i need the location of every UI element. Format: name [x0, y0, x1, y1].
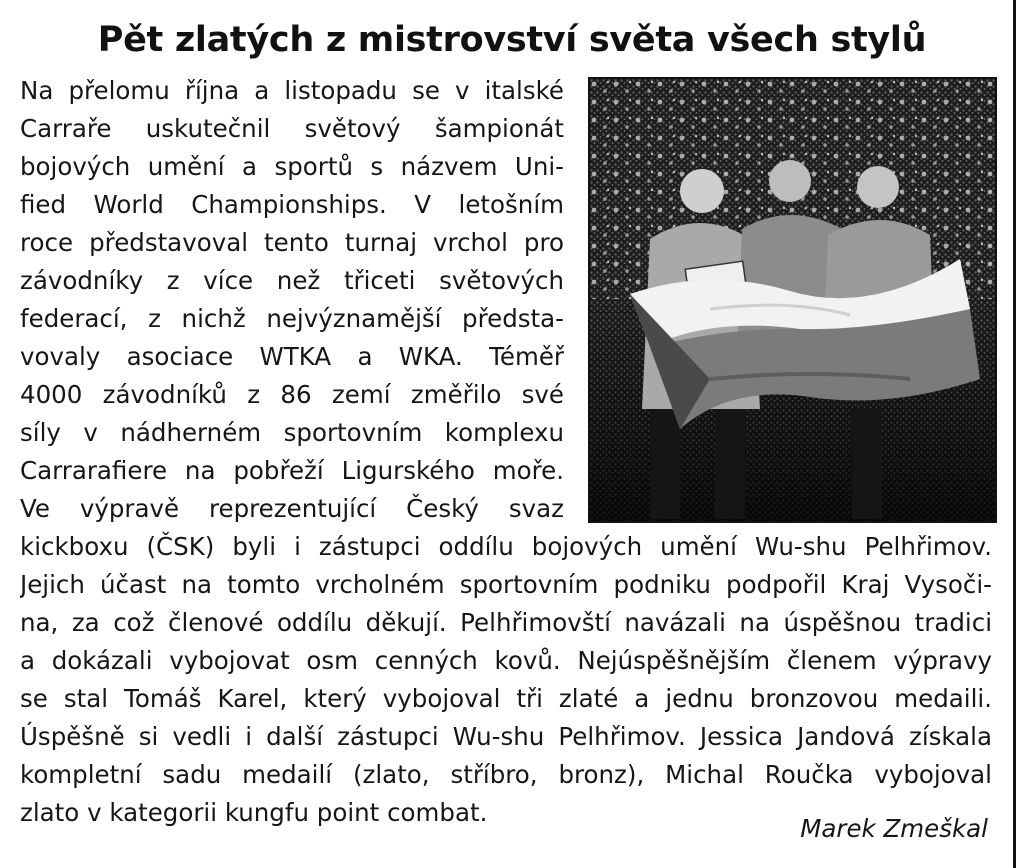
team-photo	[588, 77, 997, 523]
body-line: zlato v kategorii kungfu point combat.	[20, 798, 488, 827]
body-line: kompletní sadu medailí (zlato, stříbro, bronz), Michal Roučka vybojoval	[20, 760, 992, 789]
body-line: kickboxu (ČSK) byli i zástupci oddílu bojových umění Wu-shu Pelhřimov.	[20, 532, 992, 561]
page-edge-rule	[1013, 0, 1016, 868]
article-headline: Pět zlatých z mistrovství světa všech stylů	[97, 20, 927, 60]
article-author: Marek Zmeškal	[800, 814, 988, 843]
body-line: Carrarafiere na pobřeží Ligurského moře.	[20, 456, 564, 485]
body-line: vovaly asociace WTKA a WKA. Téměř	[20, 342, 564, 371]
body-line: Carraře uskutečnil světový šampionát	[20, 114, 564, 143]
body-line: závodníky z více než třiceti světových	[20, 266, 564, 295]
body-line: na, za což členové oddílu děkují. Pelhřimovští navázali na úspěšnou tradici	[20, 608, 992, 637]
body-line: se stal Tomáš Karel, který vybojoval tři zlaté a jednu bronzovou medaili.	[20, 684, 992, 713]
body-line: roce představoval tento turnaj vrchol pro	[20, 228, 564, 257]
body-line: síly v nádherném sportovním komplexu	[20, 418, 564, 447]
body-line: Úspěšně si vedli i další zástupci Wu-shu Pelhřimov. Jessica Jandová získala	[20, 722, 992, 751]
body-line: a dokázali vybojovat osm cenných kovů. Nejúspěšnějším členem výpravy	[20, 646, 992, 675]
body-line: 4000 závodníků z 86 zemí změřilo své	[20, 380, 564, 409]
body-line: federací, z nichž nejvýznamější předsta-	[20, 304, 564, 333]
body-line: Na přelomu října a listopadu se v italské	[20, 76, 564, 105]
team-photo-illustration	[590, 79, 995, 521]
body-line: bojových umění a sportů s názvem Uni-	[20, 152, 564, 181]
body-line: fied World Championships. V letošním	[20, 190, 564, 219]
body-line: Ve výpravě reprezentující Český svaz	[20, 494, 564, 523]
body-line: Jejich účast na tomto vrcholném sportovním podniku podpořil Kraj Vysoči-	[20, 570, 992, 599]
